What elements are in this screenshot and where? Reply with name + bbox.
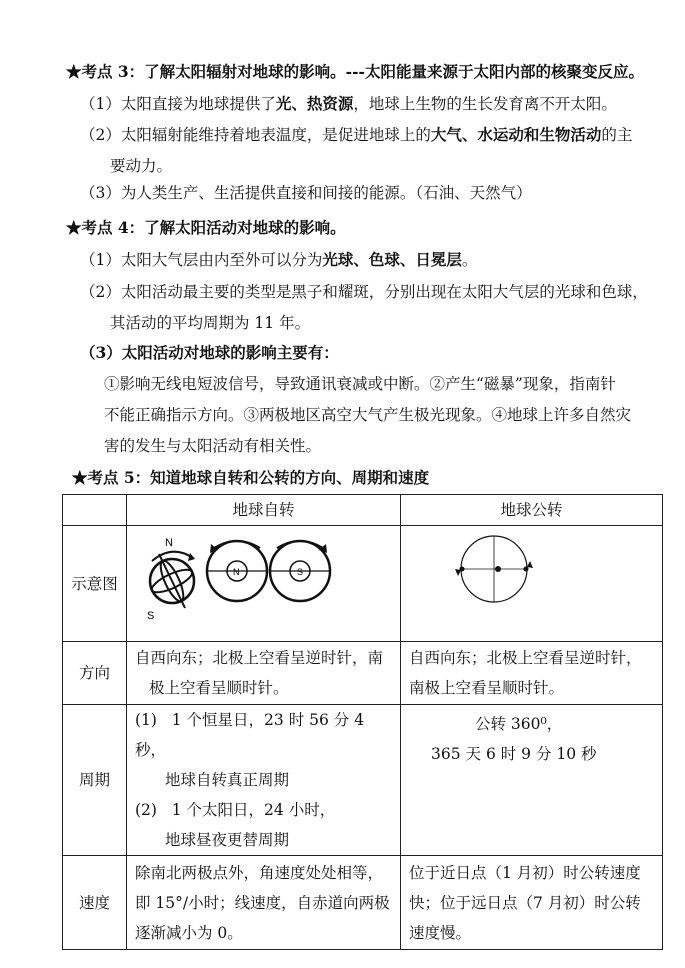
direction-rotation-cell	[127, 642, 401, 705]
kp3-line1	[80, 93, 617, 115]
header-empty-cell	[63, 495, 127, 526]
revolution-diagram	[401, 526, 663, 631]
row-label-period: 周期	[63, 705, 127, 856]
per-rot-text1: 1 个恒星日，23 时 56 分 4 秒，	[135, 711, 365, 759]
row-label-direction: 方向	[63, 642, 127, 705]
kp4-line1-bold: 光球、色球、日冕层	[322, 250, 462, 269]
kp4-para1: ①影响无线电短波信号，导致通讯衰减或中断。②产生“磁暴”现象，指南针	[104, 375, 616, 393]
revolution-diagram-cell	[401, 526, 663, 642]
dir-rot-line1: 自西向东；北极上空看呈逆时针，南	[135, 649, 384, 667]
kp5-title: ★考点 5：知道地球自转和公转的方向、周期和速度	[72, 468, 430, 487]
rotation-diagram	[127, 526, 401, 631]
table-row-speed	[63, 856, 663, 950]
row-label-speed: 速度	[63, 856, 127, 950]
orbit-icon	[455, 536, 533, 602]
direction-revolution-cell	[401, 642, 663, 705]
per-rot-line4: 地球昼夜更替周期	[165, 831, 290, 849]
kp3-line1-text2: ，地球上生物的生长发育离不开太阳。	[353, 95, 617, 113]
per-rot-num1: (1)	[135, 711, 157, 729]
kp4-line2: （2）太阳活动最主要的类型是黑子和耀斑，分别出现在太阳大气层的光球和色球，	[80, 283, 648, 301]
per-rev-line1: 公转 360⁰，	[475, 715, 563, 733]
table-row-diagram	[63, 526, 663, 642]
period-revolution-cell	[401, 705, 663, 856]
kp4-line1-text: （1）太阳大气层由内至外可以分为	[80, 251, 323, 269]
kp4-line1	[80, 249, 477, 271]
header-rotation: 地球自转	[127, 495, 401, 526]
table-row-direction	[63, 642, 663, 705]
kp3-line3: （3）为人类生产、生活提供直接和间接的能源。（石油、天然气）	[80, 184, 532, 202]
dir-rot-line2: 极上空看呈顺时针。	[149, 679, 289, 697]
kp3-title: ★考点 3：了解太阳辐射对地球的影响。---太阳能量来源于太阳内部的核聚变反应。	[66, 62, 644, 81]
rotation-diagram-cell	[127, 526, 401, 642]
kp3-line2-text: （2）太阳辐射能维持着地表温度，是促进地球上的	[80, 126, 431, 144]
per-rot-num2: (2)	[135, 801, 157, 819]
spd-rev-line2: 快；位于远日点（7 月初）时公转	[409, 893, 641, 912]
spd-rot-line1: 除南北两极点外，角速度处处相等，	[135, 863, 384, 882]
south-pole-view-icon	[270, 541, 330, 601]
table-row-period	[63, 705, 663, 856]
header-revolution: 地球公转	[401, 495, 663, 526]
south-label: S	[297, 567, 304, 577]
kp4-line3: （3）太阳活动对地球的影响主要有：	[80, 343, 339, 362]
kp4-line1-text2: 。	[461, 251, 478, 269]
rotation-revolution-table	[62, 494, 663, 950]
per-rot-text2: 1 个太阳日，24 小时，	[171, 801, 336, 819]
kp3-line1-bold: 光、热资源	[275, 94, 354, 113]
per-rot-line3	[135, 795, 392, 825]
kp3-line2-text2: 的主	[601, 126, 633, 144]
kp3-line2-bold: 大气、水运动和生物活动	[430, 125, 602, 144]
tilted-globe-icon	[147, 537, 195, 622]
period-rotation-cell	[127, 705, 401, 856]
spd-rot-line3: 逐渐减小为 0。	[135, 923, 243, 942]
globe-label-s: S	[147, 610, 155, 622]
north-pole-view-icon	[207, 541, 267, 601]
kp3-line2	[80, 124, 632, 146]
kp4-line2-cont: 其活动的平均周期为 11 年。	[110, 314, 311, 332]
dir-rev-line1: 自西向东；北极上空看呈逆时针，	[409, 649, 642, 667]
spd-rev-line1: 位于近日点（1 月初）时公转速度	[409, 863, 641, 882]
north-label: N	[233, 567, 240, 577]
per-rot-line1	[135, 705, 392, 765]
kp4-para3: 害的发生与太阳活动有相关性。	[104, 437, 322, 455]
per-rev-line2: 365 天 6 时 9 分 10 秒	[431, 745, 597, 763]
spd-rev-line3: 速度慢。	[409, 923, 472, 942]
speed-rotation-cell	[127, 856, 401, 950]
kp3-line2-cont: 要动力。	[110, 157, 173, 175]
per-rot-line2: 地球自转真正周期	[165, 771, 290, 789]
row-label-diagram: 示意图	[63, 526, 127, 642]
kp3-line1-text: （1）太阳直接为地球提供了	[80, 95, 276, 113]
speed-revolution-cell	[401, 856, 663, 950]
dir-rev-line2: 南极上空看呈顺时针。	[409, 679, 565, 697]
kp4-title: ★考点 4：了解太阳活动对地球的影响。	[66, 218, 346, 237]
kp4-para2: 不能正确指示方向。③两极地区高空大气产生极光现象。④地球上许多自然灾	[104, 406, 632, 424]
globe-label-n: N	[165, 537, 173, 549]
table-header-row	[63, 495, 663, 526]
spd-rot-line2: 即 15°/小时；线速度，自赤道向两极	[135, 893, 390, 912]
